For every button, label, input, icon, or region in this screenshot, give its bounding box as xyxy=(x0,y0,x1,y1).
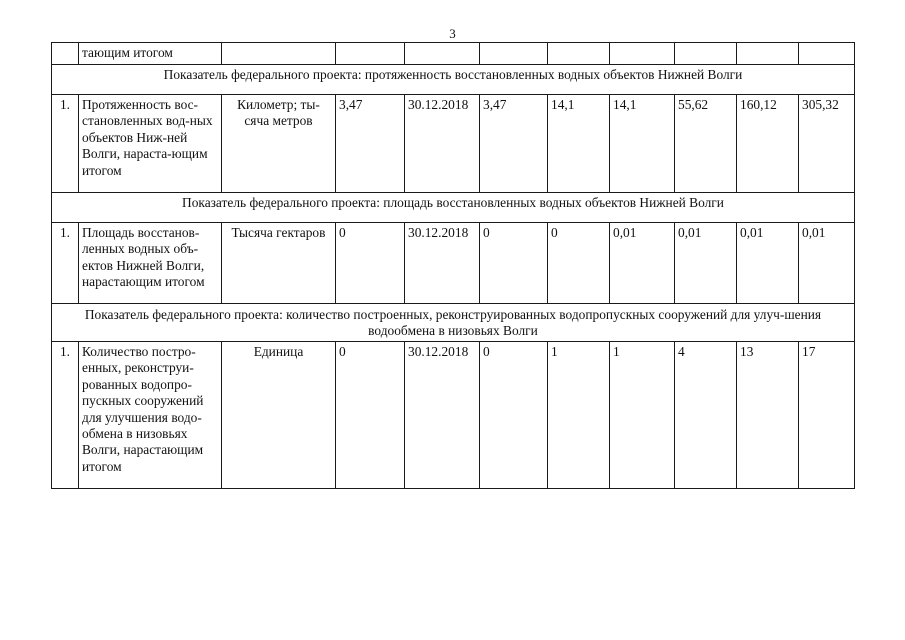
cell-base-date: 30.12.2018 xyxy=(405,223,480,304)
cell-base-value: 3,47 xyxy=(336,95,405,193)
cell-value: 13 xyxy=(737,342,799,489)
cell-value xyxy=(675,43,737,65)
table-row xyxy=(52,95,855,193)
cell-value: 160,12 xyxy=(737,95,799,193)
cell-name: Протяженность вос-становленных вод-ных объектов Ниж-ней Волги, нараста-ющим итогом xyxy=(79,95,222,193)
cell-value: 14,1 xyxy=(548,95,610,193)
cell-value: 0 xyxy=(480,342,548,489)
table-row-continuation xyxy=(52,43,855,65)
cell-name: тающим итогом xyxy=(79,43,222,65)
cell-name: Количество постро-енных, реконструи-рованных водопро-пускных сооружений для улучшения водо-обмена в низовьях Волги, нарастающим итогом xyxy=(79,342,222,489)
cell-value: 0,01 xyxy=(675,223,737,304)
cell-unit: Километр; ты-сяча метров xyxy=(222,95,336,193)
indicators-table xyxy=(51,42,855,489)
cell-value: 0 xyxy=(548,223,610,304)
cell-value: 17 xyxy=(799,342,855,489)
section-header-row xyxy=(52,65,855,95)
section-header: Показатель федерального проекта: протяженность восстановленных водных объектов Нижней Волги xyxy=(52,65,855,95)
section-header: Показатель федерального проекта: количество построенных, реконструированных водопропускных сооружений для улуч-шения водообмена в низовьях Волги xyxy=(52,304,855,342)
section-header-row xyxy=(52,304,855,342)
cell-unit: Единица xyxy=(222,342,336,489)
cell-value xyxy=(480,43,548,65)
cell-value xyxy=(610,43,675,65)
cell-value: 0 xyxy=(480,223,548,304)
cell-value: 1 xyxy=(548,342,610,489)
cell-value: 0,01 xyxy=(799,223,855,304)
table-row xyxy=(52,342,855,489)
cell-value xyxy=(799,43,855,65)
cell-unit xyxy=(222,43,336,65)
cell-value xyxy=(548,43,610,65)
cell-base-date xyxy=(405,43,480,65)
cell-base-date: 30.12.2018 xyxy=(405,95,480,193)
section-header-row xyxy=(52,193,855,223)
cell-base-value xyxy=(336,43,405,65)
cell-value: 305,32 xyxy=(799,95,855,193)
cell-base-value: 0 xyxy=(336,342,405,489)
cell-value: 4 xyxy=(675,342,737,489)
cell-num: 1. xyxy=(52,223,79,304)
cell-value xyxy=(737,43,799,65)
cell-value: 1 xyxy=(610,342,675,489)
cell-num: 1. xyxy=(52,342,79,489)
cell-name: Площадь восстанов-ленных водных объ-ектов Нижней Волги, нарастающим итогом xyxy=(79,223,222,304)
cell-unit: Тысяча гектаров xyxy=(222,223,336,304)
cell-value: 0,01 xyxy=(737,223,799,304)
cell-num xyxy=(52,43,79,65)
cell-num: 1. xyxy=(52,95,79,193)
cell-value: 3,47 xyxy=(480,95,548,193)
table-row xyxy=(52,223,855,304)
page-number: 3 xyxy=(449,26,456,41)
cell-base-date: 30.12.2018 xyxy=(405,342,480,489)
cell-value: 0,01 xyxy=(610,223,675,304)
cell-value: 55,62 xyxy=(675,95,737,193)
section-header: Показатель федерального проекта: площадь восстановленных водных объектов Нижней Волги xyxy=(52,193,855,223)
cell-value: 14,1 xyxy=(610,95,675,193)
cell-base-value: 0 xyxy=(336,223,405,304)
